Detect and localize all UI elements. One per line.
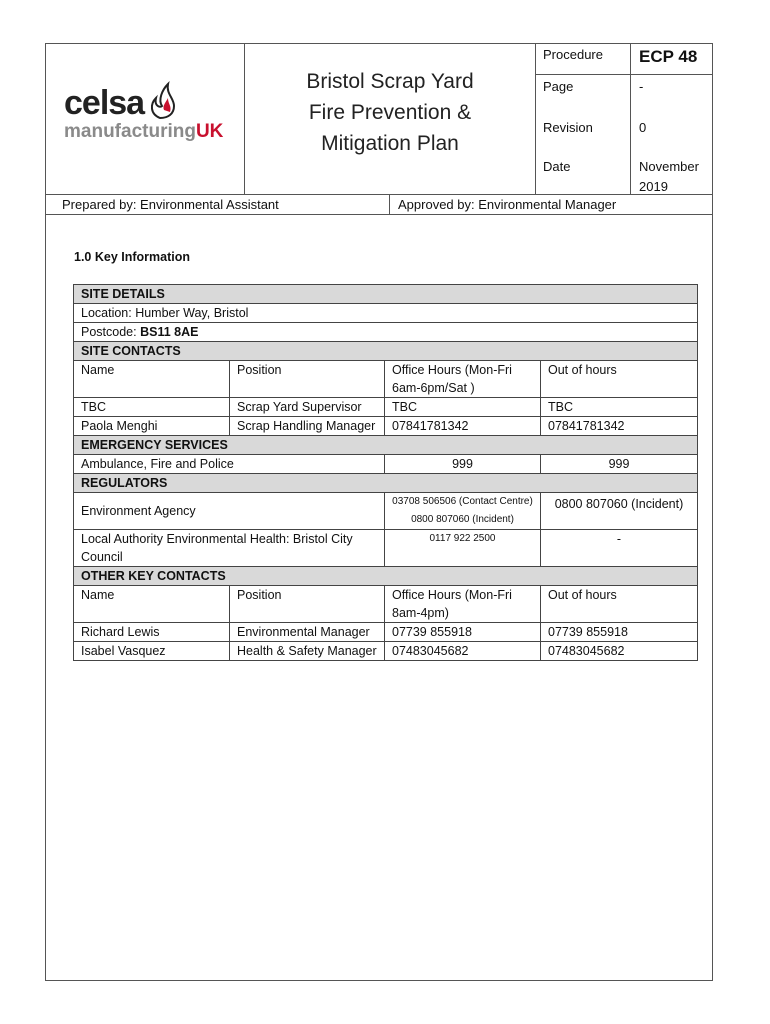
other-contacts-heading: OTHER KEY CONTACTS (74, 567, 698, 586)
column-header: Out of hours (541, 361, 698, 398)
document-header (46, 44, 712, 194)
document-page (45, 43, 713, 981)
postcode-value: BS11 8AE (140, 325, 199, 339)
emergency-heading: EMERGENCY SERVICES (74, 436, 698, 455)
table-row (74, 436, 698, 455)
table-row (74, 304, 698, 323)
table-row (74, 361, 698, 398)
logo-word: celsa (64, 84, 145, 122)
la-office: 0117 922 2500 (385, 530, 541, 567)
table-cell: Isabel Vasquez (74, 642, 230, 661)
table-row (74, 417, 698, 436)
table-cell: Scrap Yard Supervisor (230, 398, 385, 417)
table-row (74, 567, 698, 586)
date-label: Date (536, 151, 631, 194)
table-row (74, 493, 698, 530)
table-row (74, 530, 698, 567)
la-label: Local Authority Environmental Health: Bristol City Council (74, 530, 385, 567)
table-row (74, 623, 698, 642)
flame-icon (146, 80, 180, 120)
table-row (74, 455, 698, 474)
page-value: - (639, 79, 644, 94)
ea-out-of-hours: 0800 807060 (Incident) (541, 493, 698, 530)
table-cell: 07841781342 (385, 417, 541, 436)
table-row (74, 342, 698, 361)
revision-value: 0 (639, 120, 647, 135)
procedure-label: Procedure (536, 44, 631, 75)
column-header: Position (230, 586, 385, 623)
table-cell: TBC (541, 398, 698, 417)
table-row (74, 398, 698, 417)
emergency-office: 999 (385, 455, 541, 474)
prepared-by: Prepared by: Environmental Assistant (46, 195, 390, 214)
emergency-label: Ambulance, Fire and Police (74, 455, 385, 474)
logo-sub-uk: UK (195, 121, 224, 142)
site-details-heading: SITE DETAILS (74, 285, 698, 304)
column-header: Position (230, 361, 385, 398)
ea-office-contact-centre: 03708 506506 (Contact Centre) (392, 496, 533, 507)
column-header: Office Hours (Mon-Fri 6am-6pm/Sat ) (385, 361, 541, 398)
postcode-label: Postcode: (81, 325, 141, 339)
approval-row (46, 194, 712, 215)
date-value: November 2019 (639, 159, 699, 194)
table-cell: TBC (385, 398, 541, 417)
table-row (74, 642, 698, 661)
procedure-value: ECP 48 (631, 44, 712, 75)
table-cell: Health & Safety Manager (230, 642, 385, 661)
la-out-of-hours: - (541, 530, 698, 567)
column-header: Out of hours (541, 586, 698, 623)
logo-cell (46, 44, 245, 194)
approved-by: Approved by: Environmental Manager (398, 197, 617, 212)
table-cell: Scrap Handling Manager (230, 417, 385, 436)
title-cell (245, 44, 536, 194)
ea-office (385, 493, 541, 530)
logo-sub-manufacturing: manufacturing (64, 121, 196, 142)
table-cell: 07739 855918 (385, 623, 541, 642)
table-cell: 07841781342 (541, 417, 698, 436)
table-cell: Environmental Manager (230, 623, 385, 642)
table-cell: TBC (74, 398, 230, 417)
table-row (74, 586, 698, 623)
column-header: Name (74, 586, 230, 623)
table-cell: 07483045682 (385, 642, 541, 661)
table-cell: Paola Menghi (74, 417, 230, 436)
table-cell: 07483045682 (541, 642, 698, 661)
table-row (74, 323, 698, 342)
table-row (74, 474, 698, 493)
table-row (74, 285, 698, 304)
table-cell: 07739 855918 (541, 623, 698, 642)
column-header: Office Hours (Mon-Fri 8am-4pm) (385, 586, 541, 623)
ea-office-incident: 0800 807060 (Incident) (411, 514, 514, 525)
site-location: Location: Humber Way, Bristol (74, 304, 698, 323)
document-title: Bristol Scrap Yard Fire Prevention & Mitigation Plan (306, 69, 474, 155)
site-postcode (74, 323, 698, 342)
site-contacts-heading: SITE CONTACTS (74, 342, 698, 361)
emergency-out-of-hours: 999 (541, 455, 698, 474)
revision-label: Revision (536, 108, 631, 151)
ea-label: Environment Agency (74, 493, 385, 530)
column-header: Name (74, 361, 230, 398)
section-title: 1.0 Key Information (74, 250, 190, 264)
celsa-logo (64, 80, 223, 142)
key-information-table (73, 284, 698, 661)
regulators-heading: REGULATORS (74, 474, 698, 493)
table-cell: Richard Lewis (74, 623, 230, 642)
page-label: Page (536, 75, 631, 108)
